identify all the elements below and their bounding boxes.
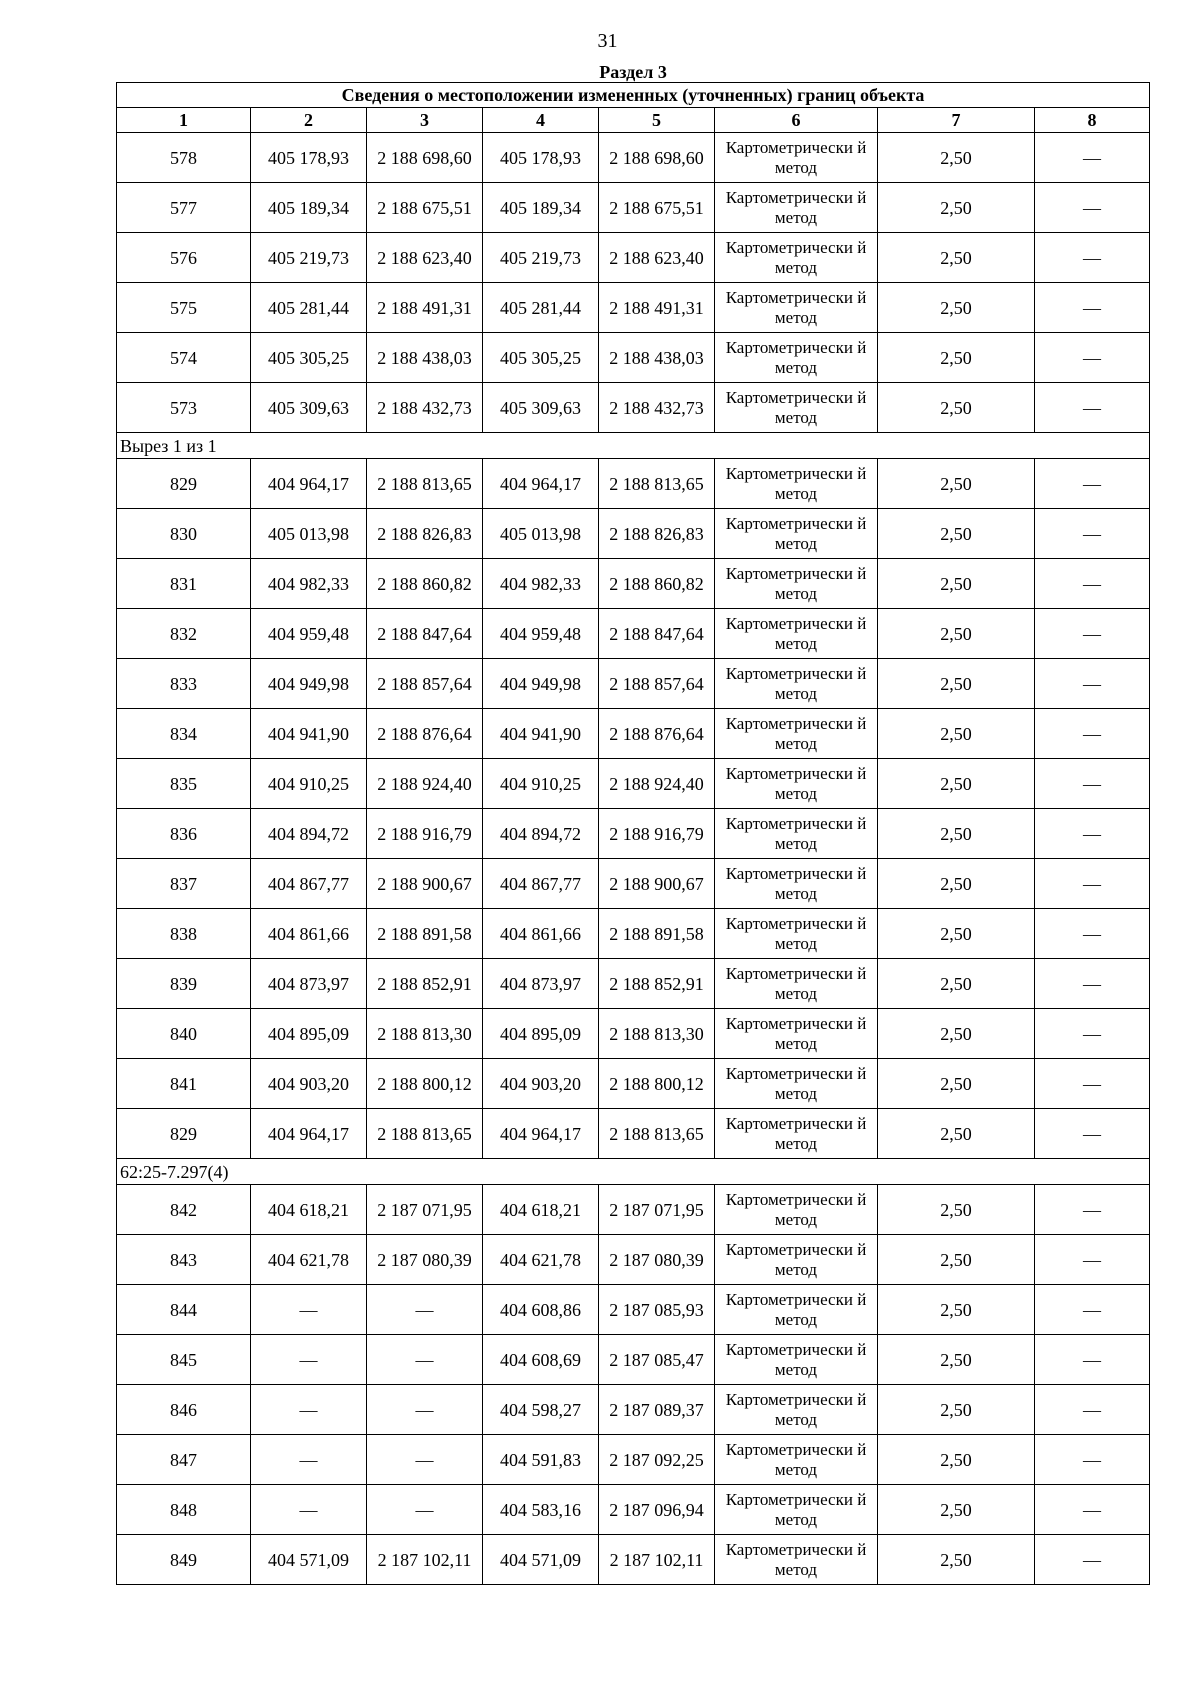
group-label-row xyxy=(117,1159,1150,1185)
method-cell: Картометрически й метод xyxy=(715,183,878,233)
new-x-cell: 404 598,27 xyxy=(483,1385,599,1435)
new-x-cell: 404 895,09 xyxy=(483,1009,599,1059)
accuracy-cell: 2,50 xyxy=(878,1009,1035,1059)
method-cell: Картометрически й метод xyxy=(715,559,878,609)
old-x-cell: — xyxy=(251,1385,367,1435)
new-y-cell: 2 187 080,39 xyxy=(599,1235,715,1285)
accuracy-cell: 2,50 xyxy=(878,1235,1035,1285)
method-cell: Картометрически й метод xyxy=(715,1185,878,1235)
table-row xyxy=(117,1235,1150,1285)
group-label-row xyxy=(117,433,1150,459)
method-cell: Картометрически й метод xyxy=(715,1109,878,1159)
old-y-cell: 2 188 876,64 xyxy=(367,709,483,759)
table-row xyxy=(117,133,1150,183)
description-cell: — xyxy=(1035,1059,1150,1109)
old-x-cell: 404 964,17 xyxy=(251,1109,367,1159)
new-x-cell: 405 189,34 xyxy=(483,183,599,233)
old-y-cell: 2 188 438,03 xyxy=(367,333,483,383)
method-cell: Картометрически й метод xyxy=(715,1535,878,1585)
point-number-cell: 575 xyxy=(117,283,251,333)
old-y-cell: 2 188 698,60 xyxy=(367,133,483,183)
method-cell: Картометрически й метод xyxy=(715,1285,878,1335)
point-number-cell: 832 xyxy=(117,609,251,659)
method-cell: Картометрически й метод xyxy=(715,1485,878,1535)
accuracy-cell: 2,50 xyxy=(878,709,1035,759)
column-header: 8 xyxy=(1035,108,1150,133)
point-number-cell: 839 xyxy=(117,959,251,1009)
old-y-cell: 2 187 102,11 xyxy=(367,1535,483,1585)
old-y-cell: — xyxy=(367,1485,483,1535)
new-y-cell: 2 188 924,40 xyxy=(599,759,715,809)
new-y-cell: 2 188 916,79 xyxy=(599,809,715,859)
new-y-cell: 2 187 096,94 xyxy=(599,1485,715,1535)
description-cell: — xyxy=(1035,183,1150,233)
description-cell: — xyxy=(1035,459,1150,509)
column-header: 5 xyxy=(599,108,715,133)
old-x-cell: — xyxy=(251,1435,367,1485)
table-row xyxy=(117,959,1150,1009)
description-cell: — xyxy=(1035,659,1150,709)
method-cell: Картометрически й метод xyxy=(715,133,878,183)
old-x-cell: 404 867,77 xyxy=(251,859,367,909)
column-header: 6 xyxy=(715,108,878,133)
description-cell: — xyxy=(1035,1385,1150,1435)
accuracy-cell: 2,50 xyxy=(878,509,1035,559)
new-x-cell: 404 949,98 xyxy=(483,659,599,709)
method-cell: Картометрически й метод xyxy=(715,459,878,509)
old-x-cell: 404 949,98 xyxy=(251,659,367,709)
new-x-cell: 404 867,77 xyxy=(483,859,599,909)
table-row xyxy=(117,759,1150,809)
point-number-cell: 849 xyxy=(117,1535,251,1585)
old-x-cell: 404 621,78 xyxy=(251,1235,367,1285)
new-x-cell: 404 621,78 xyxy=(483,1235,599,1285)
table-row xyxy=(117,1285,1150,1335)
new-y-cell: 2 188 900,67 xyxy=(599,859,715,909)
section-title: Раздел 3 xyxy=(599,62,667,82)
point-number-cell: 846 xyxy=(117,1385,251,1435)
new-y-cell: 2 188 813,30 xyxy=(599,1009,715,1059)
table-row xyxy=(117,1185,1150,1235)
old-x-cell: 405 309,63 xyxy=(251,383,367,433)
new-y-cell: 2 188 675,51 xyxy=(599,183,715,233)
new-x-cell: 405 281,44 xyxy=(483,283,599,333)
group-label: Вырез 1 из 1 xyxy=(117,433,1150,459)
column-header: 1 xyxy=(117,108,251,133)
old-y-cell: 2 188 432,73 xyxy=(367,383,483,433)
point-number-cell: 577 xyxy=(117,183,251,233)
old-x-cell: 404 982,33 xyxy=(251,559,367,609)
point-number-cell: 840 xyxy=(117,1009,251,1059)
accuracy-cell: 2,50 xyxy=(878,459,1035,509)
point-number-cell: 845 xyxy=(117,1335,251,1385)
table-row xyxy=(117,183,1150,233)
method-cell: Картометрически й метод xyxy=(715,333,878,383)
point-number-cell: 829 xyxy=(117,1109,251,1159)
accuracy-cell: 2,50 xyxy=(878,183,1035,233)
new-x-cell: 404 873,97 xyxy=(483,959,599,1009)
method-cell: Картометрически й метод xyxy=(715,1435,878,1485)
accuracy-cell: 2,50 xyxy=(878,609,1035,659)
old-x-cell: 405 219,73 xyxy=(251,233,367,283)
old-y-cell: 2 188 826,83 xyxy=(367,509,483,559)
description-cell: — xyxy=(1035,609,1150,659)
new-y-cell: 2 187 085,93 xyxy=(599,1285,715,1335)
table-row xyxy=(117,659,1150,709)
old-y-cell: 2 188 891,58 xyxy=(367,909,483,959)
old-x-cell: 404 873,97 xyxy=(251,959,367,1009)
accuracy-cell: 2,50 xyxy=(878,1109,1035,1159)
table-row xyxy=(117,1435,1150,1485)
new-y-cell: 2 188 623,40 xyxy=(599,233,715,283)
accuracy-cell: 2,50 xyxy=(878,909,1035,959)
description-cell: — xyxy=(1035,283,1150,333)
method-cell: Картометрически й метод xyxy=(715,809,878,859)
method-cell: Картометрически й метод xyxy=(715,659,878,709)
new-x-cell: 405 305,25 xyxy=(483,333,599,383)
column-header: 3 xyxy=(367,108,483,133)
accuracy-cell: 2,50 xyxy=(878,133,1035,183)
old-x-cell: 404 618,21 xyxy=(251,1185,367,1235)
old-y-cell: 2 188 916,79 xyxy=(367,809,483,859)
accuracy-cell: 2,50 xyxy=(878,1335,1035,1385)
table-row xyxy=(117,1485,1150,1535)
old-x-cell: 404 964,17 xyxy=(251,459,367,509)
old-y-cell: 2 188 675,51 xyxy=(367,183,483,233)
new-y-cell: 2 188 857,64 xyxy=(599,659,715,709)
accuracy-cell: 2,50 xyxy=(878,1059,1035,1109)
new-x-cell: 404 982,33 xyxy=(483,559,599,609)
new-x-cell: 404 571,09 xyxy=(483,1535,599,1585)
accuracy-cell: 2,50 xyxy=(878,1435,1035,1485)
table-row xyxy=(117,1385,1150,1435)
description-cell: — xyxy=(1035,1335,1150,1385)
new-x-cell: 404 618,21 xyxy=(483,1185,599,1235)
table-row xyxy=(117,1535,1150,1585)
description-cell: — xyxy=(1035,559,1150,609)
table-row xyxy=(117,609,1150,659)
accuracy-cell: 2,50 xyxy=(878,283,1035,333)
column-header: 2 xyxy=(251,108,367,133)
method-cell: Картометрически й метод xyxy=(715,609,878,659)
old-x-cell: — xyxy=(251,1335,367,1385)
table-row xyxy=(117,383,1150,433)
method-cell: Картометрически й метод xyxy=(715,1009,878,1059)
method-cell: Картометрически й метод xyxy=(715,1335,878,1385)
accuracy-cell: 2,50 xyxy=(878,859,1035,909)
description-cell: — xyxy=(1035,1435,1150,1485)
new-x-cell: 404 903,20 xyxy=(483,1059,599,1109)
page-number: 31 xyxy=(597,30,618,52)
old-x-cell: — xyxy=(251,1285,367,1335)
new-y-cell: 2 188 491,31 xyxy=(599,283,715,333)
accuracy-cell: 2,50 xyxy=(878,1535,1035,1585)
table-row xyxy=(117,283,1150,333)
point-number-cell: 838 xyxy=(117,909,251,959)
new-y-cell: 2 188 698,60 xyxy=(599,133,715,183)
new-x-cell: 405 013,98 xyxy=(483,509,599,559)
description-cell: — xyxy=(1035,859,1150,909)
old-y-cell: — xyxy=(367,1335,483,1385)
old-y-cell: — xyxy=(367,1385,483,1435)
description-cell: — xyxy=(1035,333,1150,383)
new-y-cell: 2 188 438,03 xyxy=(599,333,715,383)
new-x-cell: 405 178,93 xyxy=(483,133,599,183)
table-row xyxy=(117,459,1150,509)
old-x-cell: — xyxy=(251,1485,367,1535)
group-label: 62:25-7.297(4) xyxy=(117,1159,1150,1185)
new-y-cell: 2 188 826,83 xyxy=(599,509,715,559)
point-number-cell: 834 xyxy=(117,709,251,759)
header-row xyxy=(117,108,1150,133)
old-y-cell: 2 187 071,95 xyxy=(367,1185,483,1235)
old-x-cell: 405 178,93 xyxy=(251,133,367,183)
new-x-cell: 404 608,86 xyxy=(483,1285,599,1335)
point-number-cell: 830 xyxy=(117,509,251,559)
new-x-cell: 404 959,48 xyxy=(483,609,599,659)
table-body xyxy=(117,62,1150,1585)
old-x-cell: 404 894,72 xyxy=(251,809,367,859)
method-cell: Картометрически й метод xyxy=(715,709,878,759)
method-cell: Картометрически й метод xyxy=(715,959,878,1009)
accuracy-cell: 2,50 xyxy=(878,1285,1035,1335)
old-y-cell: — xyxy=(367,1435,483,1485)
new-y-cell: 2 187 102,11 xyxy=(599,1535,715,1585)
point-number-cell: 843 xyxy=(117,1235,251,1285)
old-x-cell: 404 941,90 xyxy=(251,709,367,759)
accuracy-cell: 2,50 xyxy=(878,659,1035,709)
old-y-cell: 2 188 852,91 xyxy=(367,959,483,1009)
boundary-coordinates-table xyxy=(116,62,1150,1585)
new-y-cell: 2 188 813,65 xyxy=(599,459,715,509)
accuracy-cell: 2,50 xyxy=(878,333,1035,383)
accuracy-cell: 2,50 xyxy=(878,1185,1035,1235)
new-x-cell: 405 309,63 xyxy=(483,383,599,433)
point-number-cell: 578 xyxy=(117,133,251,183)
new-y-cell: 2 188 891,58 xyxy=(599,909,715,959)
table-row xyxy=(117,233,1150,283)
accuracy-cell: 2,50 xyxy=(878,1485,1035,1535)
old-x-cell: 404 895,09 xyxy=(251,1009,367,1059)
method-cell: Картометрически й метод xyxy=(715,1385,878,1435)
old-x-cell: 405 013,98 xyxy=(251,509,367,559)
table-row xyxy=(117,1335,1150,1385)
description-cell: — xyxy=(1035,1485,1150,1535)
method-cell: Картометрически й метод xyxy=(715,283,878,333)
old-y-cell: 2 188 924,40 xyxy=(367,759,483,809)
point-number-cell: 829 xyxy=(117,459,251,509)
old-x-cell: 405 189,34 xyxy=(251,183,367,233)
method-cell: Картометрически й метод xyxy=(715,859,878,909)
old-y-cell: 2 188 623,40 xyxy=(367,233,483,283)
new-y-cell: 2 187 071,95 xyxy=(599,1185,715,1235)
method-cell: Картометрически й метод xyxy=(715,383,878,433)
point-number-cell: 848 xyxy=(117,1485,251,1535)
point-number-cell: 847 xyxy=(117,1435,251,1485)
table-caption-row xyxy=(117,83,1150,108)
accuracy-cell: 2,50 xyxy=(878,1385,1035,1435)
accuracy-cell: 2,50 xyxy=(878,383,1035,433)
new-x-cell: 404 964,17 xyxy=(483,459,599,509)
old-y-cell: 2 188 860,82 xyxy=(367,559,483,609)
table-row xyxy=(117,709,1150,759)
point-number-cell: 573 xyxy=(117,383,251,433)
old-y-cell: 2 188 813,65 xyxy=(367,459,483,509)
method-cell: Картометрически й метод xyxy=(715,509,878,559)
description-cell: — xyxy=(1035,1185,1150,1235)
new-x-cell: 404 894,72 xyxy=(483,809,599,859)
new-y-cell: 2 187 085,47 xyxy=(599,1335,715,1385)
method-cell: Картометрически й метод xyxy=(715,233,878,283)
new-x-cell: 404 591,83 xyxy=(483,1435,599,1485)
new-y-cell: 2 188 432,73 xyxy=(599,383,715,433)
old-y-cell: 2 188 813,65 xyxy=(367,1109,483,1159)
new-y-cell: 2 188 813,65 xyxy=(599,1109,715,1159)
description-cell: — xyxy=(1035,809,1150,859)
old-y-cell: 2 188 847,64 xyxy=(367,609,483,659)
old-x-cell: 404 910,25 xyxy=(251,759,367,809)
description-cell: — xyxy=(1035,133,1150,183)
old-y-cell: 2 188 800,12 xyxy=(367,1059,483,1109)
old-y-cell: 2 187 080,39 xyxy=(367,1235,483,1285)
old-x-cell: 404 903,20 xyxy=(251,1059,367,1109)
old-x-cell: 405 305,25 xyxy=(251,333,367,383)
old-y-cell: 2 188 900,67 xyxy=(367,859,483,909)
table-row xyxy=(117,809,1150,859)
accuracy-cell: 2,50 xyxy=(878,759,1035,809)
accuracy-cell: 2,50 xyxy=(878,959,1035,1009)
description-cell: — xyxy=(1035,909,1150,959)
new-y-cell: 2 188 876,64 xyxy=(599,709,715,759)
table-row xyxy=(117,1059,1150,1109)
table-caption: Сведения о местоположении измененных (уточненных) границ объекта xyxy=(117,83,1150,108)
description-cell: — xyxy=(1035,1109,1150,1159)
table-row xyxy=(117,909,1150,959)
new-x-cell: 404 941,90 xyxy=(483,709,599,759)
new-x-cell: 405 219,73 xyxy=(483,233,599,283)
old-y-cell: 2 188 857,64 xyxy=(367,659,483,709)
description-cell: — xyxy=(1035,383,1150,433)
description-cell: — xyxy=(1035,1285,1150,1335)
new-y-cell: 2 188 852,91 xyxy=(599,959,715,1009)
new-x-cell: 404 583,16 xyxy=(483,1485,599,1535)
old-x-cell: 405 281,44 xyxy=(251,283,367,333)
description-cell: — xyxy=(1035,233,1150,283)
description-cell: — xyxy=(1035,1535,1150,1585)
point-number-cell: 576 xyxy=(117,233,251,283)
description-cell: — xyxy=(1035,759,1150,809)
old-x-cell: 404 959,48 xyxy=(251,609,367,659)
new-y-cell: 2 187 089,37 xyxy=(599,1385,715,1435)
new-y-cell: 2 187 092,25 xyxy=(599,1435,715,1485)
old-y-cell: 2 188 813,30 xyxy=(367,1009,483,1059)
new-x-cell: 404 861,66 xyxy=(483,909,599,959)
table-row xyxy=(117,859,1150,909)
accuracy-cell: 2,50 xyxy=(878,809,1035,859)
method-cell: Картометрически й метод xyxy=(715,1235,878,1285)
column-header: 4 xyxy=(483,108,599,133)
new-y-cell: 2 188 847,64 xyxy=(599,609,715,659)
point-number-cell: 574 xyxy=(117,333,251,383)
table-row xyxy=(117,333,1150,383)
method-cell: Картометрически й метод xyxy=(715,759,878,809)
column-header: 7 xyxy=(878,108,1035,133)
point-number-cell: 844 xyxy=(117,1285,251,1335)
accuracy-cell: 2,50 xyxy=(878,233,1035,283)
old-x-cell: 404 861,66 xyxy=(251,909,367,959)
new-y-cell: 2 188 860,82 xyxy=(599,559,715,609)
description-cell: — xyxy=(1035,1235,1150,1285)
table-row xyxy=(117,1009,1150,1059)
new-y-cell: 2 188 800,12 xyxy=(599,1059,715,1109)
new-x-cell: 404 608,69 xyxy=(483,1335,599,1385)
new-x-cell: 404 910,25 xyxy=(483,759,599,809)
table-row xyxy=(117,1109,1150,1159)
accuracy-cell: 2,50 xyxy=(878,559,1035,609)
point-number-cell: 833 xyxy=(117,659,251,709)
old-x-cell: 404 571,09 xyxy=(251,1535,367,1585)
point-number-cell: 836 xyxy=(117,809,251,859)
old-y-cell: 2 188 491,31 xyxy=(367,283,483,333)
point-number-cell: 835 xyxy=(117,759,251,809)
description-cell: — xyxy=(1035,959,1150,1009)
method-cell: Картометрически й метод xyxy=(715,1059,878,1109)
description-cell: — xyxy=(1035,709,1150,759)
new-x-cell: 404 964,17 xyxy=(483,1109,599,1159)
table-row xyxy=(117,559,1150,609)
description-cell: — xyxy=(1035,1009,1150,1059)
section-title-row xyxy=(117,62,1150,83)
point-number-cell: 842 xyxy=(117,1185,251,1235)
old-y-cell: — xyxy=(367,1285,483,1335)
point-number-cell: 831 xyxy=(117,559,251,609)
point-number-cell: 841 xyxy=(117,1059,251,1109)
point-number-cell: 837 xyxy=(117,859,251,909)
description-cell: — xyxy=(1035,509,1150,559)
method-cell: Картометрически й метод xyxy=(715,909,878,959)
table-row xyxy=(117,509,1150,559)
